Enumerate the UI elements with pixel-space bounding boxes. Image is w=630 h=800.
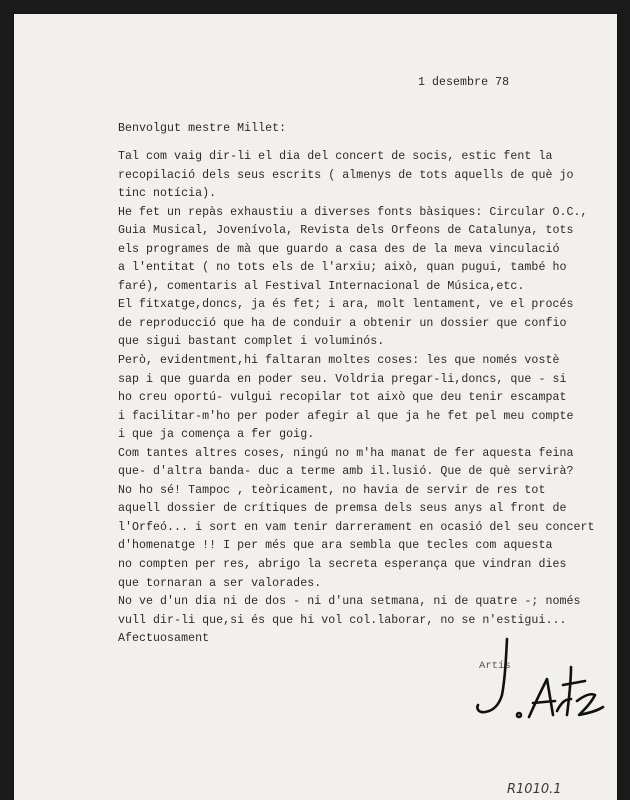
letter-line: No ve d'un dia ni de dos - ni d'una setmana, ni de quatre -; només xyxy=(118,595,581,609)
letter-line: El fitxatge,doncs, ja és fet; i ara, molt lentament, ve el procés xyxy=(118,298,574,312)
letter-line: que tornaran a ser valorades. xyxy=(118,576,322,590)
letter-line: Tal com vaig dir-li el dia del concert de socis, estic fent la xyxy=(118,150,553,163)
letter-line: i que ja comença a fer goig. xyxy=(118,428,315,442)
salutation: Benvolgut mestre Millet: xyxy=(118,122,287,135)
letter-line: ho creu oportú- vulgui recopilar tot això que deu tenir escampat xyxy=(118,391,567,405)
letter-line: que sigui bastant complet i voluminós. xyxy=(118,335,385,349)
letter-line: d'homenatge !! I per més que ara sembla que tecles com aquesta xyxy=(118,539,553,553)
archive-reference: R1010.1 xyxy=(507,782,562,797)
letter-line: faré), comentaris al Festival Internacional de Música,etc. xyxy=(118,279,525,293)
letter-page xyxy=(14,14,617,800)
letter-line: He fet un repàs exhaustiu a diverses fonts bàsiques: Circular O.C., xyxy=(118,205,588,219)
letter-line: aquell dossier de crítiques de premsa dels seus anys al front de xyxy=(118,502,567,516)
letter-line: i facilitar-m'ho per poder afegir al que ja he fet pel meu compte xyxy=(118,409,574,423)
letter-line: no compten per res, abrigo la secreta esperança que vindran dies xyxy=(118,558,567,572)
letter-line: l'Orfeó... i sort en vam tenir darrerament en ocasió del seu concert xyxy=(118,520,595,534)
letter-line: els programes de mà que guardo a casa des de la meva vinculació xyxy=(118,242,560,256)
letter-date: 1 desembre 78 xyxy=(418,76,510,89)
letter-line: No ho sé! Tampoc , teòricament, no havia de servir de res tot xyxy=(118,483,546,497)
letter-line: a l'entitat ( no tots els de l'arxiu; això, quan pugui, també ho xyxy=(118,261,567,275)
letter-body xyxy=(118,148,595,649)
letter-line: vull dir-li que,si és que hi vol col.laborar, no se n'estigui... xyxy=(118,613,567,627)
letter-line: de reproducció que ha de conduir a obtenir un dossier que confio xyxy=(118,316,567,330)
letter-line: que- d'altra banda- duc a terme amb il.lusió. Que de què servirà? xyxy=(118,465,574,479)
letter-line: sap i que guarda en poder seu. Voldria pregar-li,doncs, que - si xyxy=(118,372,567,386)
letter-line: Però, evidentment,hi faltaran moltes coses: les que només vostè xyxy=(118,354,560,368)
letter-line: recopilació dels seus escrits ( almenys de tots aquells de què jo xyxy=(118,168,574,182)
signature-name: Artís xyxy=(479,660,511,672)
letter-line: Guia Musical, Jovenívola, Revista dels Orfeons de Catalunya, tots xyxy=(118,224,574,238)
letter-line: tinc notícia). xyxy=(118,187,217,201)
letter-line: Com tantes altres coses, ningú no m'ha manat de fer aquesta feina xyxy=(118,446,574,460)
handwritten-signature-icon xyxy=(469,629,619,739)
letter-line: Afectuosament xyxy=(118,632,210,646)
